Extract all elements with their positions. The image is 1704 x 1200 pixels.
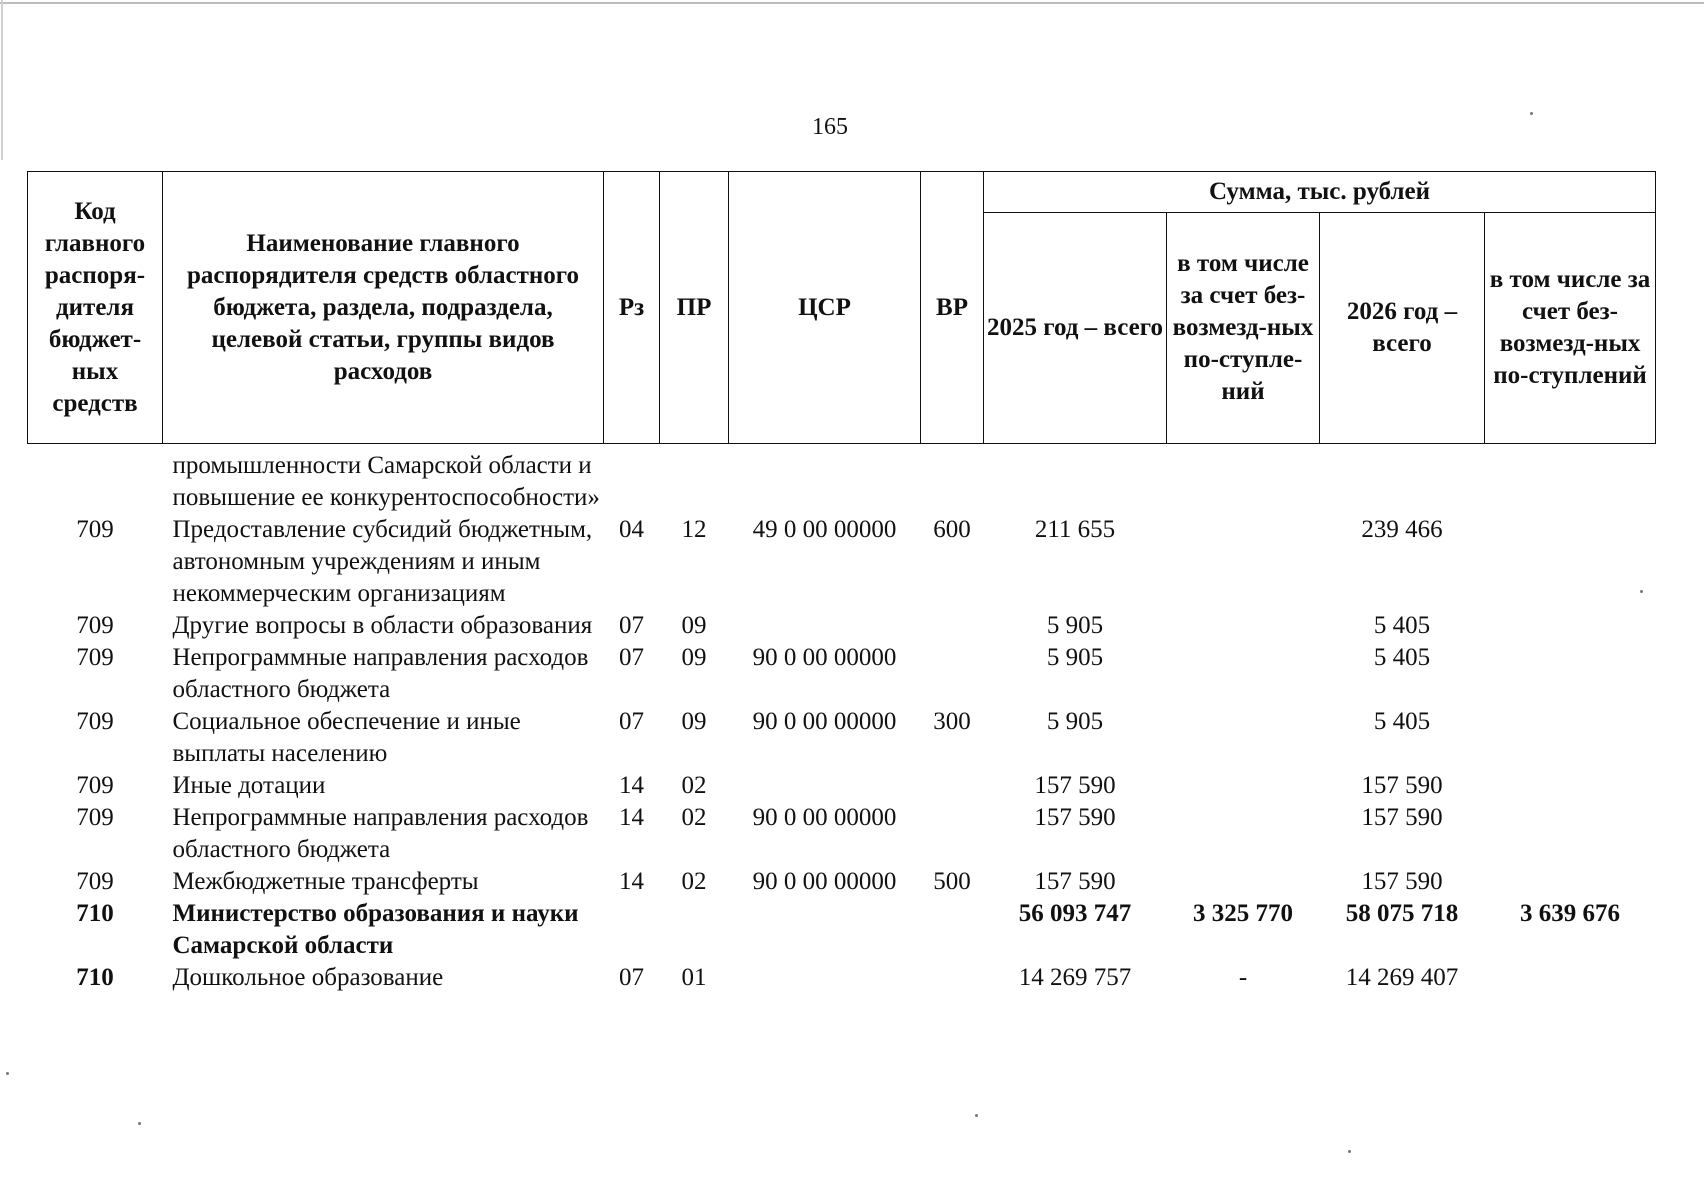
scan-speck	[1530, 112, 1533, 115]
table-row	[28, 962, 1656, 994]
cell-pr: 01	[681, 964, 707, 991]
cell-name: Социальное обеспечение и иные выплаты населению	[172, 708, 521, 767]
header-2025-grants: в том числе за счет без-возмезд-ных по-ступле-ний	[1167, 213, 1320, 444]
table-row	[28, 866, 1656, 898]
cell-pr: 02	[681, 804, 707, 831]
table-header	[28, 172, 1656, 444]
cell-rz: 04	[619, 516, 644, 543]
cell-vr	[921, 962, 984, 994]
cell-2026-grants	[1485, 706, 1656, 770]
cell-pr: 09	[681, 644, 707, 671]
cell-2025-total: 5 905	[1046, 612, 1104, 639]
table-row	[28, 898, 1656, 962]
cell-csr	[729, 610, 921, 642]
cell-csr: 90 0 00 00000	[752, 708, 897, 735]
cell-2026-total: 5 405	[1373, 708, 1431, 735]
cell-2025-grants	[1167, 802, 1320, 866]
cell-csr	[729, 962, 921, 994]
header-pr: ПР	[660, 172, 729, 444]
cell-2025-total: 56 093 747	[1018, 900, 1132, 927]
cell-pr: 09	[681, 612, 707, 639]
header-rz: Рз	[604, 172, 660, 444]
cell-rz: 07	[619, 964, 644, 991]
cell-name: Предоставление субсидий бюджетным, автономным учреждениям и иным некоммерческим организациям	[172, 516, 593, 607]
cell-code: 709	[76, 644, 114, 671]
cell-2025-grants	[1167, 706, 1320, 770]
cell-2026-grants	[1485, 802, 1656, 866]
cell-code: 710	[76, 964, 114, 991]
cell-code: 709	[76, 612, 114, 639]
cell-2025-grants: -	[1238, 964, 1248, 991]
budget-table-container	[27, 171, 1655, 994]
table-row	[28, 514, 1656, 610]
cell-rz: 14	[619, 804, 644, 831]
cell-vr: 500	[933, 868, 971, 895]
cell-csr: 90 0 00 00000	[752, 804, 897, 831]
cell-2025-grants	[1167, 610, 1320, 642]
cell-2026-grants	[1485, 514, 1656, 610]
cell-2026-grants	[1485, 610, 1656, 642]
cell-vr	[921, 898, 984, 962]
cell-2026-total: 157 590	[1361, 772, 1443, 799]
cell-2026-grants	[1485, 962, 1656, 994]
cell-2025-grants	[1167, 514, 1320, 610]
page-number: 165	[812, 114, 848, 140]
cell-2026-total	[1320, 444, 1485, 515]
cell-2026-grants	[1485, 642, 1656, 706]
cell-csr	[729, 770, 921, 802]
cell-2025-grants	[1167, 770, 1320, 802]
cell-rz	[604, 444, 660, 515]
cell-2025-grants	[1167, 444, 1320, 515]
cell-vr: 300	[933, 708, 971, 735]
cell-2025-total: 5 905	[1046, 708, 1104, 735]
cell-vr	[921, 802, 984, 866]
cell-2026-grants	[1485, 770, 1656, 802]
cell-name: Непрограммные направления расходов областного бюджета	[172, 804, 589, 863]
budget-table	[27, 171, 1656, 994]
cell-pr	[660, 898, 729, 962]
cell-vr	[921, 770, 984, 802]
cell-2025-total: 157 590	[1034, 868, 1116, 895]
cell-pr: 12	[681, 516, 707, 543]
cell-name: Иные дотации	[172, 772, 326, 799]
cell-code: 709	[76, 804, 114, 831]
scan-top-edge	[0, 2, 1704, 4]
table-row	[28, 444, 1656, 515]
cell-name: Дошкольное образование	[172, 964, 444, 991]
header-2025-total: 2025 год – всего	[984, 213, 1167, 444]
cell-pr: 09	[681, 708, 707, 735]
cell-code: 709	[76, 708, 114, 735]
cell-name: Министерство образования и науки Самарской области	[172, 900, 579, 959]
scan-speck	[138, 1122, 141, 1125]
cell-2026-grants	[1485, 444, 1656, 515]
cell-pr	[660, 444, 729, 515]
table-row	[28, 642, 1656, 706]
cell-2026-grants: 3 639 676	[1520, 900, 1621, 927]
scan-speck	[1348, 1150, 1351, 1153]
cell-2025-grants	[1167, 642, 1320, 706]
cell-name: промышленности Самарской области и повышение ее конкурентоспособности»	[172, 452, 600, 511]
header-sum-group: Сумма, тыс. рублей	[984, 172, 1656, 213]
cell-rz: 14	[619, 868, 644, 895]
cell-code	[28, 444, 163, 515]
cell-name: Другие вопросы в области образования	[172, 612, 593, 639]
cell-vr: 600	[933, 516, 971, 543]
table-row	[28, 802, 1656, 866]
cell-2026-grants	[1485, 866, 1656, 898]
table-row	[28, 770, 1656, 802]
cell-2026-total: 239 466	[1361, 516, 1443, 543]
header-2026-grants: в том числе за счет без-возмезд-ных по-ступлений	[1485, 213, 1656, 444]
cell-rz: 07	[619, 612, 644, 639]
cell-vr	[921, 444, 984, 515]
cell-rz	[604, 898, 660, 962]
header-csr: ЦСР	[729, 172, 921, 444]
cell-2025-grants	[1167, 866, 1320, 898]
cell-2026-total: 14 269 407	[1345, 964, 1459, 991]
cell-2025-total: 5 905	[1046, 644, 1104, 671]
cell-2026-total: 157 590	[1361, 804, 1443, 831]
cell-vr	[921, 642, 984, 706]
cell-2025-total: 14 269 757	[1018, 964, 1132, 991]
cell-2026-total: 157 590	[1361, 868, 1443, 895]
table-row	[28, 706, 1656, 770]
cell-rz: 07	[619, 644, 644, 671]
cell-pr: 02	[681, 772, 707, 799]
cell-2025-total: 157 590	[1034, 804, 1116, 831]
cell-csr: 90 0 00 00000	[752, 644, 897, 671]
cell-2025-grants: 3 325 770	[1193, 900, 1293, 927]
cell-2026-total: 58 075 718	[1345, 900, 1459, 927]
header-2026-total: 2026 год – всего	[1320, 213, 1485, 444]
cell-code: 709	[76, 868, 114, 895]
cell-code: 709	[76, 516, 114, 543]
cell-2025-total: 211 655	[1034, 516, 1116, 543]
table-row	[28, 610, 1656, 642]
cell-rz: 07	[619, 708, 644, 735]
cell-2025-total: 157 590	[1034, 772, 1116, 799]
cell-rz: 14	[619, 772, 644, 799]
header-vr: ВР	[921, 172, 984, 444]
scan-speck	[6, 1072, 9, 1075]
header-name: Наименование главного распорядителя средств областного бюджета, раздела, подраздела, целевой статьи, группы видов расходов	[163, 172, 604, 444]
cell-code: 709	[76, 772, 114, 799]
cell-code: 710	[76, 900, 114, 927]
cell-vr	[921, 610, 984, 642]
cell-name: Межбюджетные трансферты	[172, 868, 479, 895]
cell-csr	[729, 444, 921, 515]
cell-csr: 49 0 00 00000	[752, 516, 897, 543]
cell-csr: 90 0 00 00000	[752, 868, 897, 895]
cell-csr	[729, 898, 921, 962]
table-body	[28, 444, 1656, 995]
cell-2026-total: 5 405	[1373, 644, 1431, 671]
cell-2026-total: 5 405	[1373, 612, 1431, 639]
scan-speck	[1640, 590, 1643, 593]
scan-speck	[975, 1114, 978, 1117]
header-code: Код главного распоря-дителя бюджет-ных средств	[28, 172, 163, 444]
cell-name: Непрограммные направления расходов областного бюджета	[172, 644, 589, 703]
cell-2025-total	[984, 444, 1167, 515]
cell-pr: 02	[681, 868, 707, 895]
